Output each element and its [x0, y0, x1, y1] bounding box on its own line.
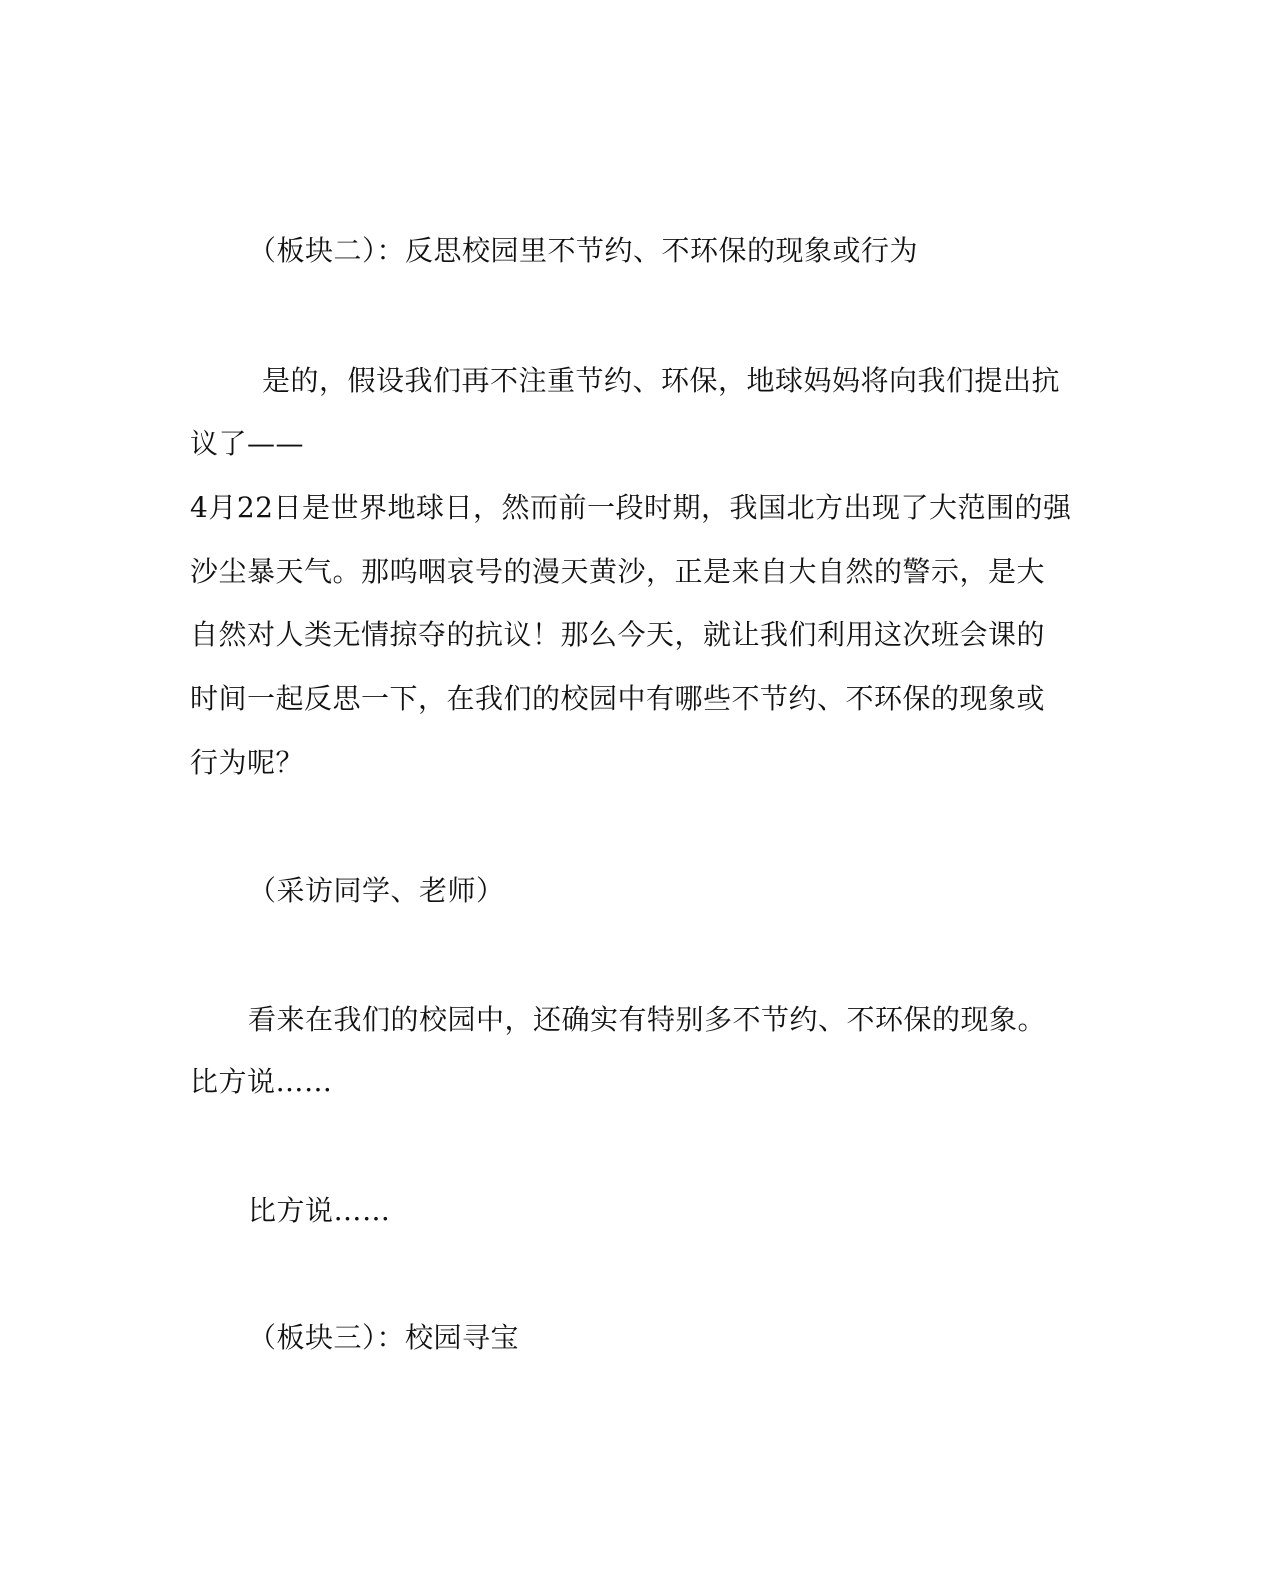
paragraph-3-line-2: 比方说…… — [190, 1065, 333, 1098]
paragraph-1-line-1: 是的，假设我们再不注重节约、环保，地球妈妈将向我们提出抗 — [262, 364, 1061, 397]
paragraph-2-line-3: 自然对人类无情掠夺的抗议！那么今天，就让我们利用这次班会课的 — [190, 618, 1046, 651]
interview-note: （采访同学、老师） — [248, 874, 505, 907]
paragraph-2-line-1: 4月22日是世界地球日，然而前一段时期，我国北方出现了大范围的强 — [190, 491, 1072, 524]
paragraph-2-line-5: 行为呢？ — [190, 746, 305, 779]
paragraph-3-line-1: 看来在我们的校园中，还确实有特别多不节约、不环保的现象。 — [248, 1003, 1047, 1036]
paragraph-2-line-4: 时间一起反思一下，在我们的校园中有哪些不节约、不环保的现象或 — [190, 682, 1046, 715]
section2-heading: （板块二）：反思校园里不节约、不环保的现象或行为 — [248, 234, 919, 267]
paragraph-4: 比方说…… — [248, 1194, 391, 1227]
section3-heading: （板块三）：校园寻宝 — [248, 1321, 520, 1354]
paragraph-1-line-2: 议了—— — [190, 427, 305, 460]
paragraph-2-line-2: 沙尘暴天气。那呜咽哀号的漫天黄沙，正是来自大自然的警示，是大 — [190, 555, 1046, 588]
